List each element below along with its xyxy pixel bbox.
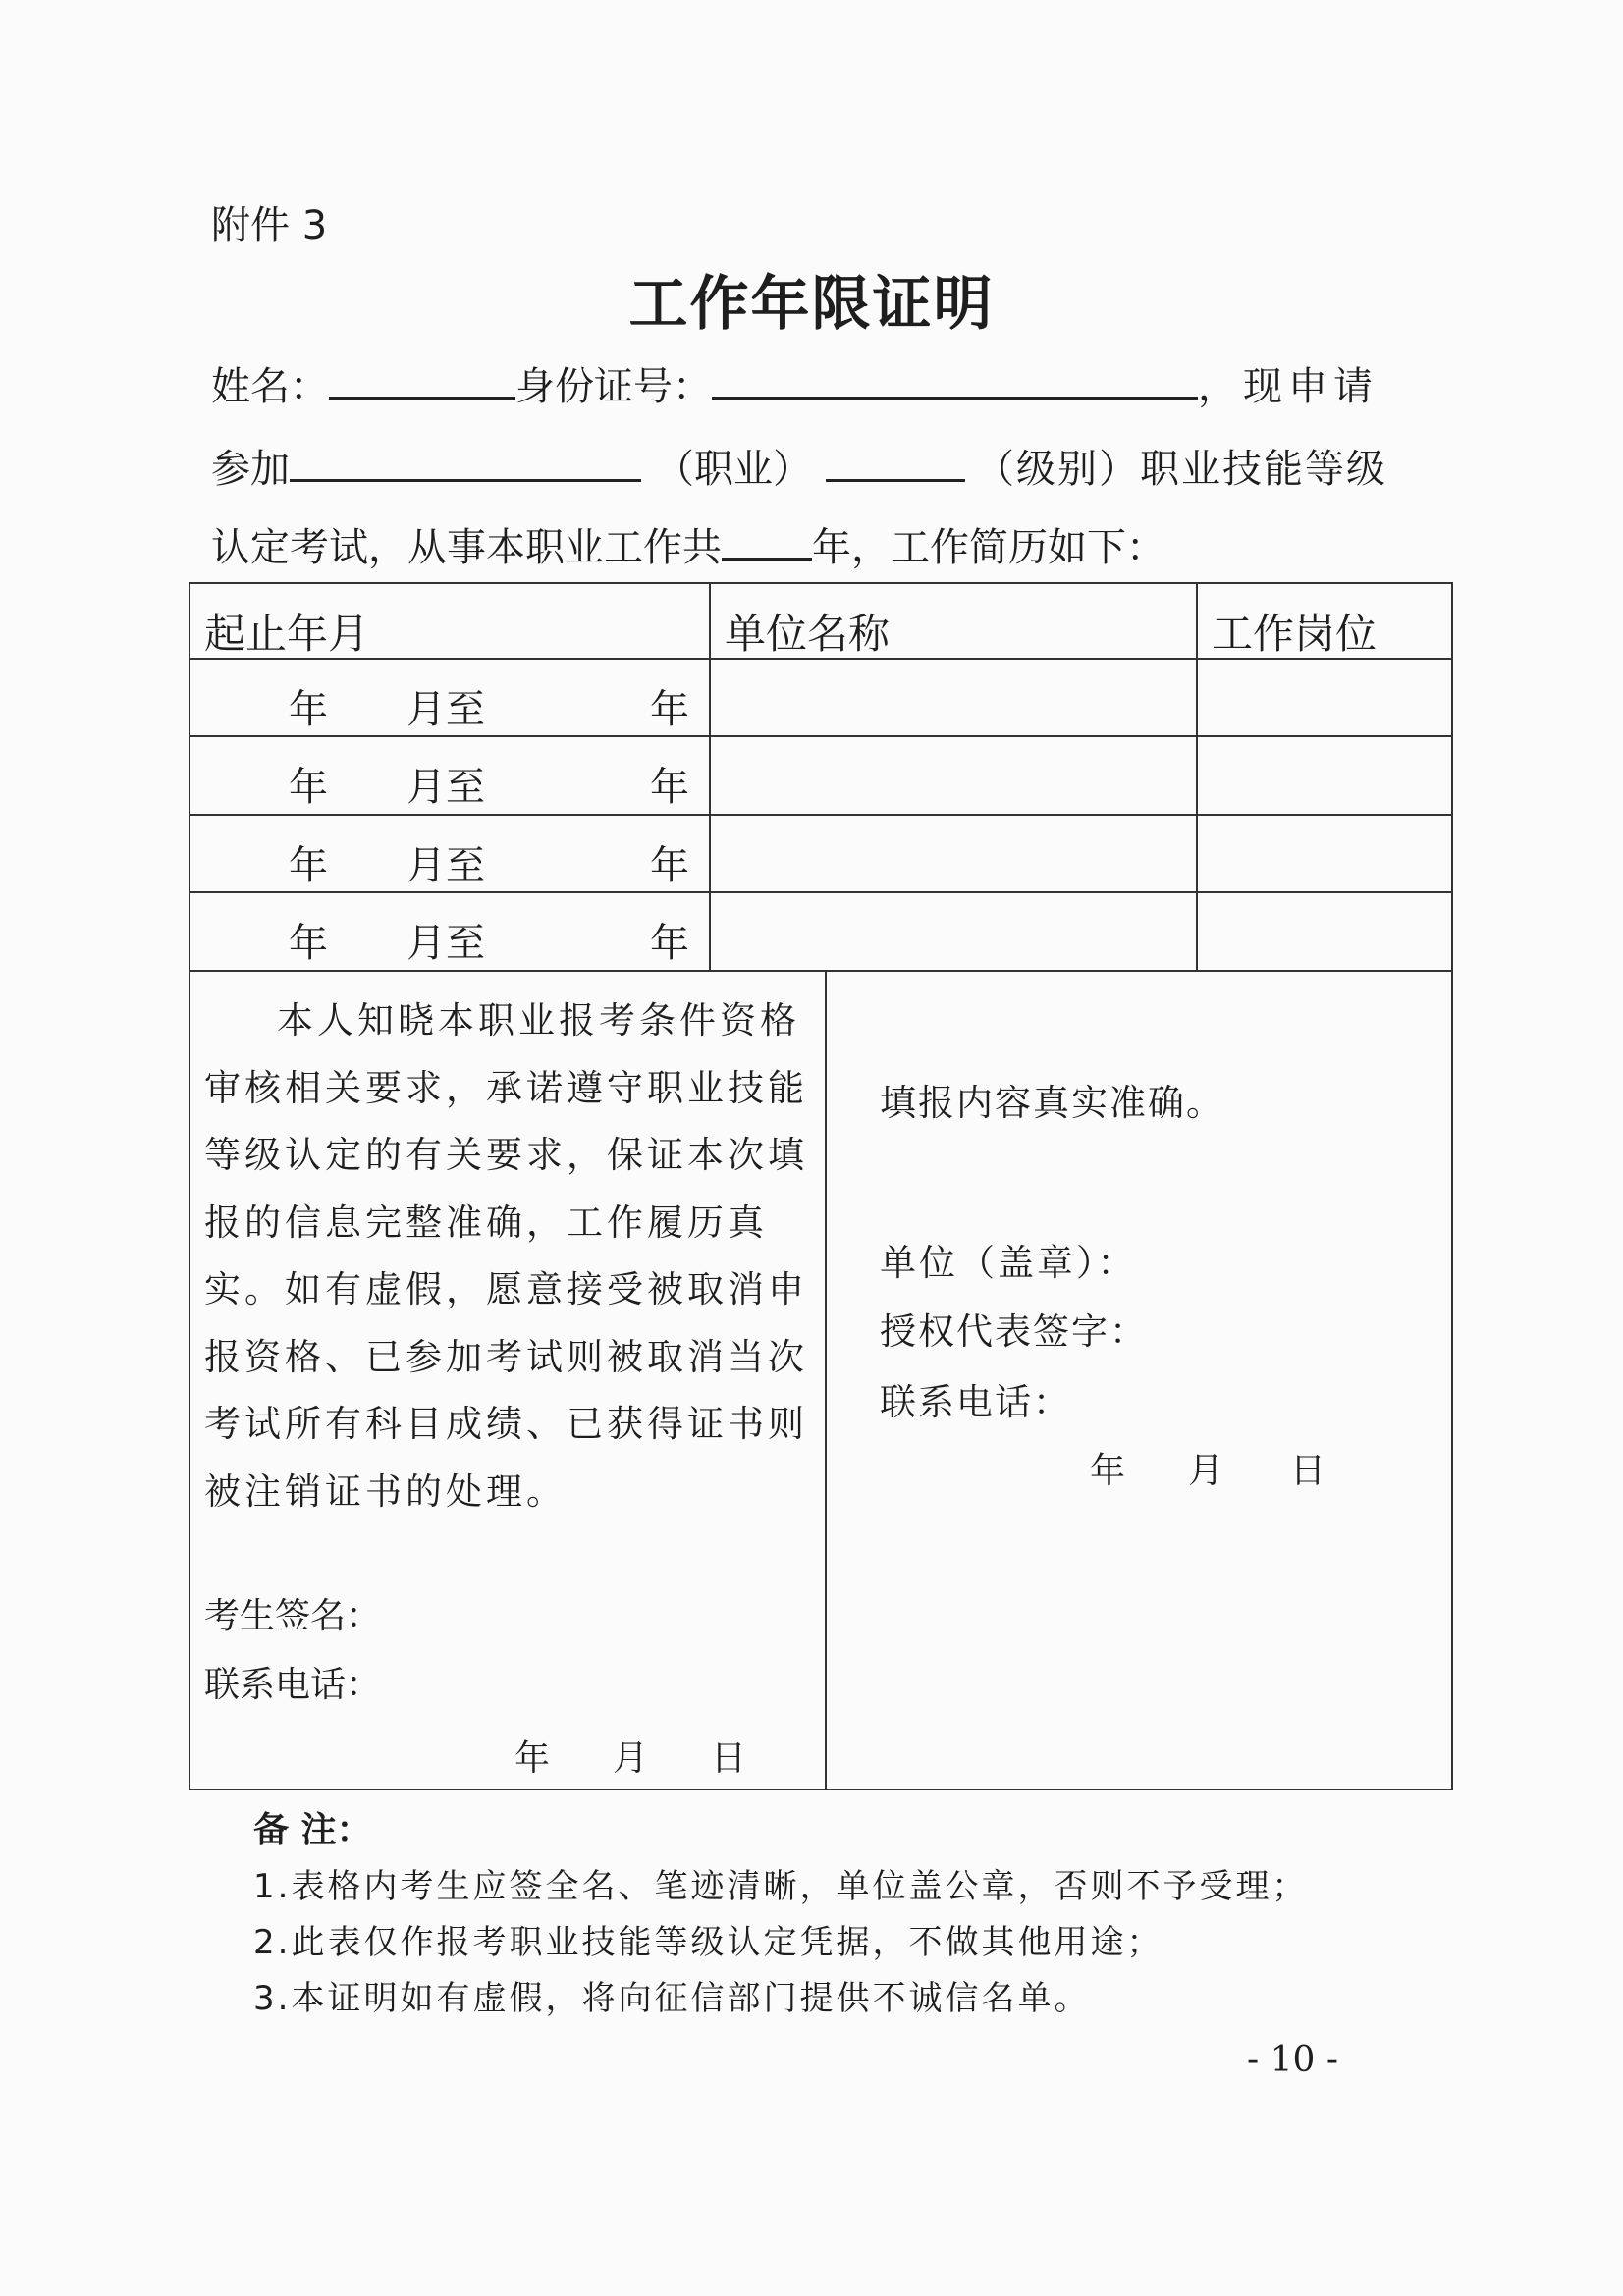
unit-name-cell[interactable] [721, 912, 1182, 961]
employer-date-year: 年 [1090, 1451, 1126, 1491]
start-month-label: 月至 [406, 843, 485, 888]
unit-name-cell[interactable] [721, 756, 1182, 805]
row-divider [190, 814, 1451, 816]
col-divider [1196, 584, 1198, 970]
position-cell[interactable] [1208, 678, 1443, 727]
row-divider [190, 735, 1451, 737]
years-field[interactable] [722, 522, 812, 561]
end-year-label: 年 [650, 687, 689, 732]
employer-rep-signature-label: 授权代表签字： [880, 1310, 1148, 1353]
occupation-field[interactable] [290, 444, 641, 482]
header-unit-name: 单位名称 [725, 610, 891, 658]
start-year-label: 年 [289, 765, 328, 810]
work-history-table [189, 582, 1453, 1790]
note-item: 3.本证明如有虚假，将向征信部门提供不诚信名单。 [253, 1979, 1091, 2018]
applicant-date-day: 日 [711, 1738, 747, 1779]
applicant-date-year: 年 [514, 1738, 551, 1779]
start-year-label: 年 [289, 843, 328, 888]
name-label: 姓名： [211, 364, 329, 409]
position-cell[interactable] [1208, 756, 1443, 805]
applicant-declaration: 本人知晓本职业报考条件资格审核相关要求，承诺遵守职业技能等级认定的有关要求，保证本次填报的信息完整准确，工作履历真实。如有虚假，愿意接受被取消申报资格、已参加考试则被取消当次考试所有科目成绩、已获得证书则被注销证书的处理。 [204, 999, 808, 1513]
col-divider [709, 584, 711, 970]
applicant-date-month: 月 [613, 1738, 649, 1779]
id-label: 身份证号： [515, 364, 712, 409]
applicant-signature-label: 考生签名： [204, 1596, 382, 1636]
occupation-label: （职业） [655, 447, 812, 492]
employer-section [825, 970, 1453, 1790]
start-month-label: 月至 [406, 921, 485, 966]
level-field[interactable] [826, 444, 965, 482]
header-position: 工作岗位 [1212, 610, 1378, 658]
intro-line-2 [211, 444, 1387, 493]
notes-heading: 备 注： [253, 1810, 372, 1850]
end-year-label: 年 [650, 765, 689, 810]
intro-line-1 [211, 361, 1379, 410]
header-period: 起止年月 [204, 610, 370, 658]
id-number-field[interactable] [712, 361, 1198, 400]
unit-name-cell[interactable] [721, 834, 1182, 883]
apply-suffix: ，现申请 [1198, 364, 1379, 409]
employer-date-month: 月 [1188, 1451, 1224, 1491]
position-cell[interactable] [1208, 834, 1443, 883]
row-divider [190, 891, 1451, 893]
applicant-phone-label: 联系电话： [204, 1665, 382, 1705]
end-year-label: 年 [650, 843, 689, 888]
employer-statement: 填报内容真实准确。 [880, 1082, 1224, 1124]
attachment-label: 附件 3 [211, 203, 328, 248]
participate-label: 参加 [211, 447, 290, 492]
note-item: 1.表格内考生应签全名、笔迹清晰，单位盖公章，否则不予受理； [253, 1867, 1309, 1906]
position-cell[interactable] [1208, 912, 1443, 961]
start-month-label: 月至 [406, 687, 485, 732]
employer-seal-label: 单位（盖章）： [880, 1242, 1137, 1284]
years-suffix: 年，工作简历如下： [812, 525, 1165, 570]
unit-name-cell[interactable] [721, 678, 1182, 727]
page-number: - 10 - [1247, 2040, 1339, 2080]
level-label: （级别）职业技能等级 [975, 447, 1387, 492]
start-year-label: 年 [289, 687, 328, 732]
employer-phone-label: 联系电话： [880, 1381, 1071, 1423]
start-year-label: 年 [289, 921, 328, 966]
end-year-label: 年 [650, 921, 689, 966]
start-month-label: 月至 [406, 765, 485, 810]
intro-line-3 [211, 522, 1165, 571]
note-item: 2.此表仅作报考职业技能等级认定凭据，不做其他用途； [253, 1923, 1163, 1962]
name-field[interactable] [329, 361, 515, 400]
years-prefix: 认定考试，从事本职业工作共 [211, 525, 722, 570]
document-title: 工作年限证明 [628, 270, 995, 339]
applicant-section [190, 970, 825, 1790]
employer-date-day: 日 [1290, 1451, 1326, 1491]
